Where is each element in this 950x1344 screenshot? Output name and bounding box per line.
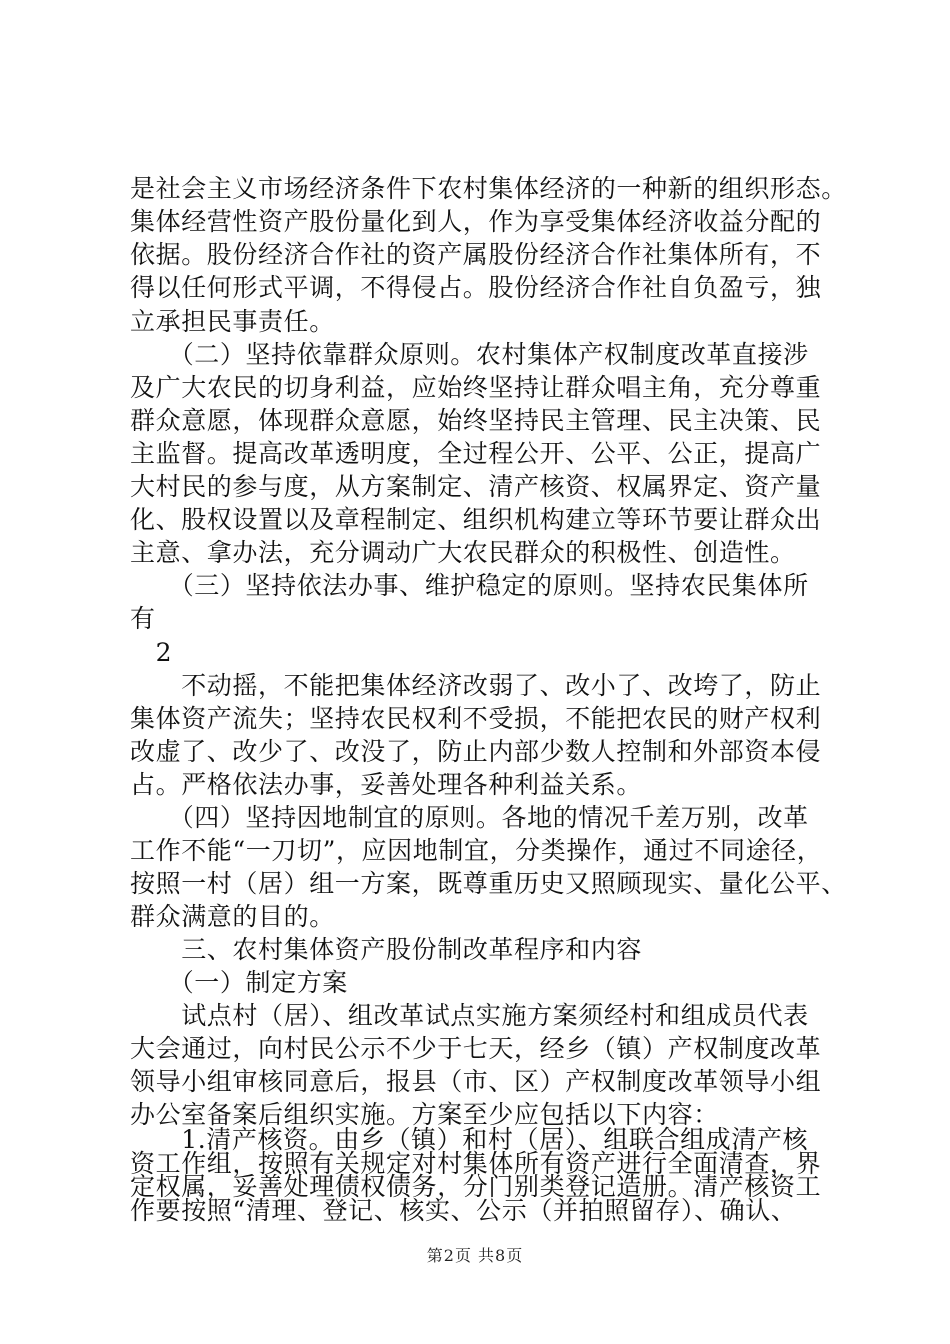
text-line: 群众满意的目的。 <box>130 902 335 931</box>
text-line: 占。严格依法办事，妥善处理各种利益关系。 <box>130 770 643 799</box>
text-line: （三）坚持依法办事、维护稳定的原则。坚持农民集体所 <box>130 571 809 600</box>
subsection-heading: （一）制定方案 <box>130 968 348 997</box>
text-line: 集体经营性资产股份量化到人，作为享受集体经济收益分配的 <box>130 207 822 236</box>
text-line: 有 <box>130 604 156 633</box>
text-line: 试点村（居）、组改革试点实施方案须经村和组成员代表 <box>130 1001 809 1030</box>
text-line: 按照一村（居）组一方案，既尊重历史又照顾现实、量化公平、 <box>130 869 847 898</box>
text-line: 依据。股份经济合作社的资产属股份经济合作社集体所有，不 <box>130 240 822 269</box>
text-line: 集体资产流失；坚持农民权利不受损，不能把农民的财产权利 <box>130 704 822 733</box>
text-line: 主意、拿办法，充分调动广大农民群众的积极性、创造性。 <box>130 538 796 567</box>
text-line: 领导小组审核同意后，报县（市、区）产权制度改革领导小组 <box>130 1067 822 1096</box>
section-heading: 三、农村集体资产股份制改革程序和内容 <box>130 935 643 964</box>
text-line: 作要按照“清理、登记、核实、公示（并拍照留存）、确认、 <box>130 1195 797 1225</box>
text-line: 是社会主义市场经济条件下农村集体经济的一种新的组织形态。 <box>130 174 847 203</box>
text-line: 大村民的参与度，从方案制定、清产核资、权属界定、资产量 <box>130 472 822 501</box>
text-line: （四）坚持因地制宜的原则。各地的情况千差万别，改革 <box>130 803 809 832</box>
text-line: 大会通过，向村民公示不少于七天，经乡（镇）产权制度改革 <box>130 1034 822 1063</box>
page-footer: 第2页 共8页 <box>426 1246 524 1265</box>
text-line: 不动摇，不能把集体经济改弱了、改小了、改垮了，防止 <box>130 671 822 700</box>
text-line: 定权属，妥善处理债权债务，分门别类登记造册。清产核资工 <box>130 1172 822 1201</box>
inline-page-number: 2 <box>130 638 173 667</box>
text-line: 办公室备案后组织实施。方案至少应包括以下内容： <box>130 1100 719 1129</box>
text-line: 群众意愿，体现群众意愿，始终坚持民主管理、民主决策、民 <box>130 406 822 435</box>
text-line: 1.清产核资。由乡（镇）和村（居）、组联合组成清产核 <box>130 1125 809 1154</box>
text-line: 立承担民事责任。 <box>130 307 335 336</box>
text-line: 改虚了、改少了、改没了，防止内部少数人控制和外部资本侵 <box>130 737 822 766</box>
text-line: 主监督。提高改革透明度，全过程公开、公平、公正，提高广 <box>130 439 822 468</box>
text-line: 工作不能“一刀切”，应因地制宜，分类操作，通过不同途径， <box>130 836 823 865</box>
text-line: 化、股权设置以及章程制定、组织机构建立等环节要让群众出 <box>130 505 822 534</box>
text-line: 资工作组，按照有关规定对村集体所有资产进行全面清查，界 <box>130 1148 822 1178</box>
text-line: 及广大农民的切身利益，应始终坚持让群众唱主角，充分尊重 <box>130 373 822 402</box>
text-line: 得以任何形式平调，不得侵占。股份经济合作社自负盈亏，独 <box>130 273 822 302</box>
text-line: （二）坚持依靠群众原则。农村集体产权制度改革直接涉 <box>130 340 809 369</box>
